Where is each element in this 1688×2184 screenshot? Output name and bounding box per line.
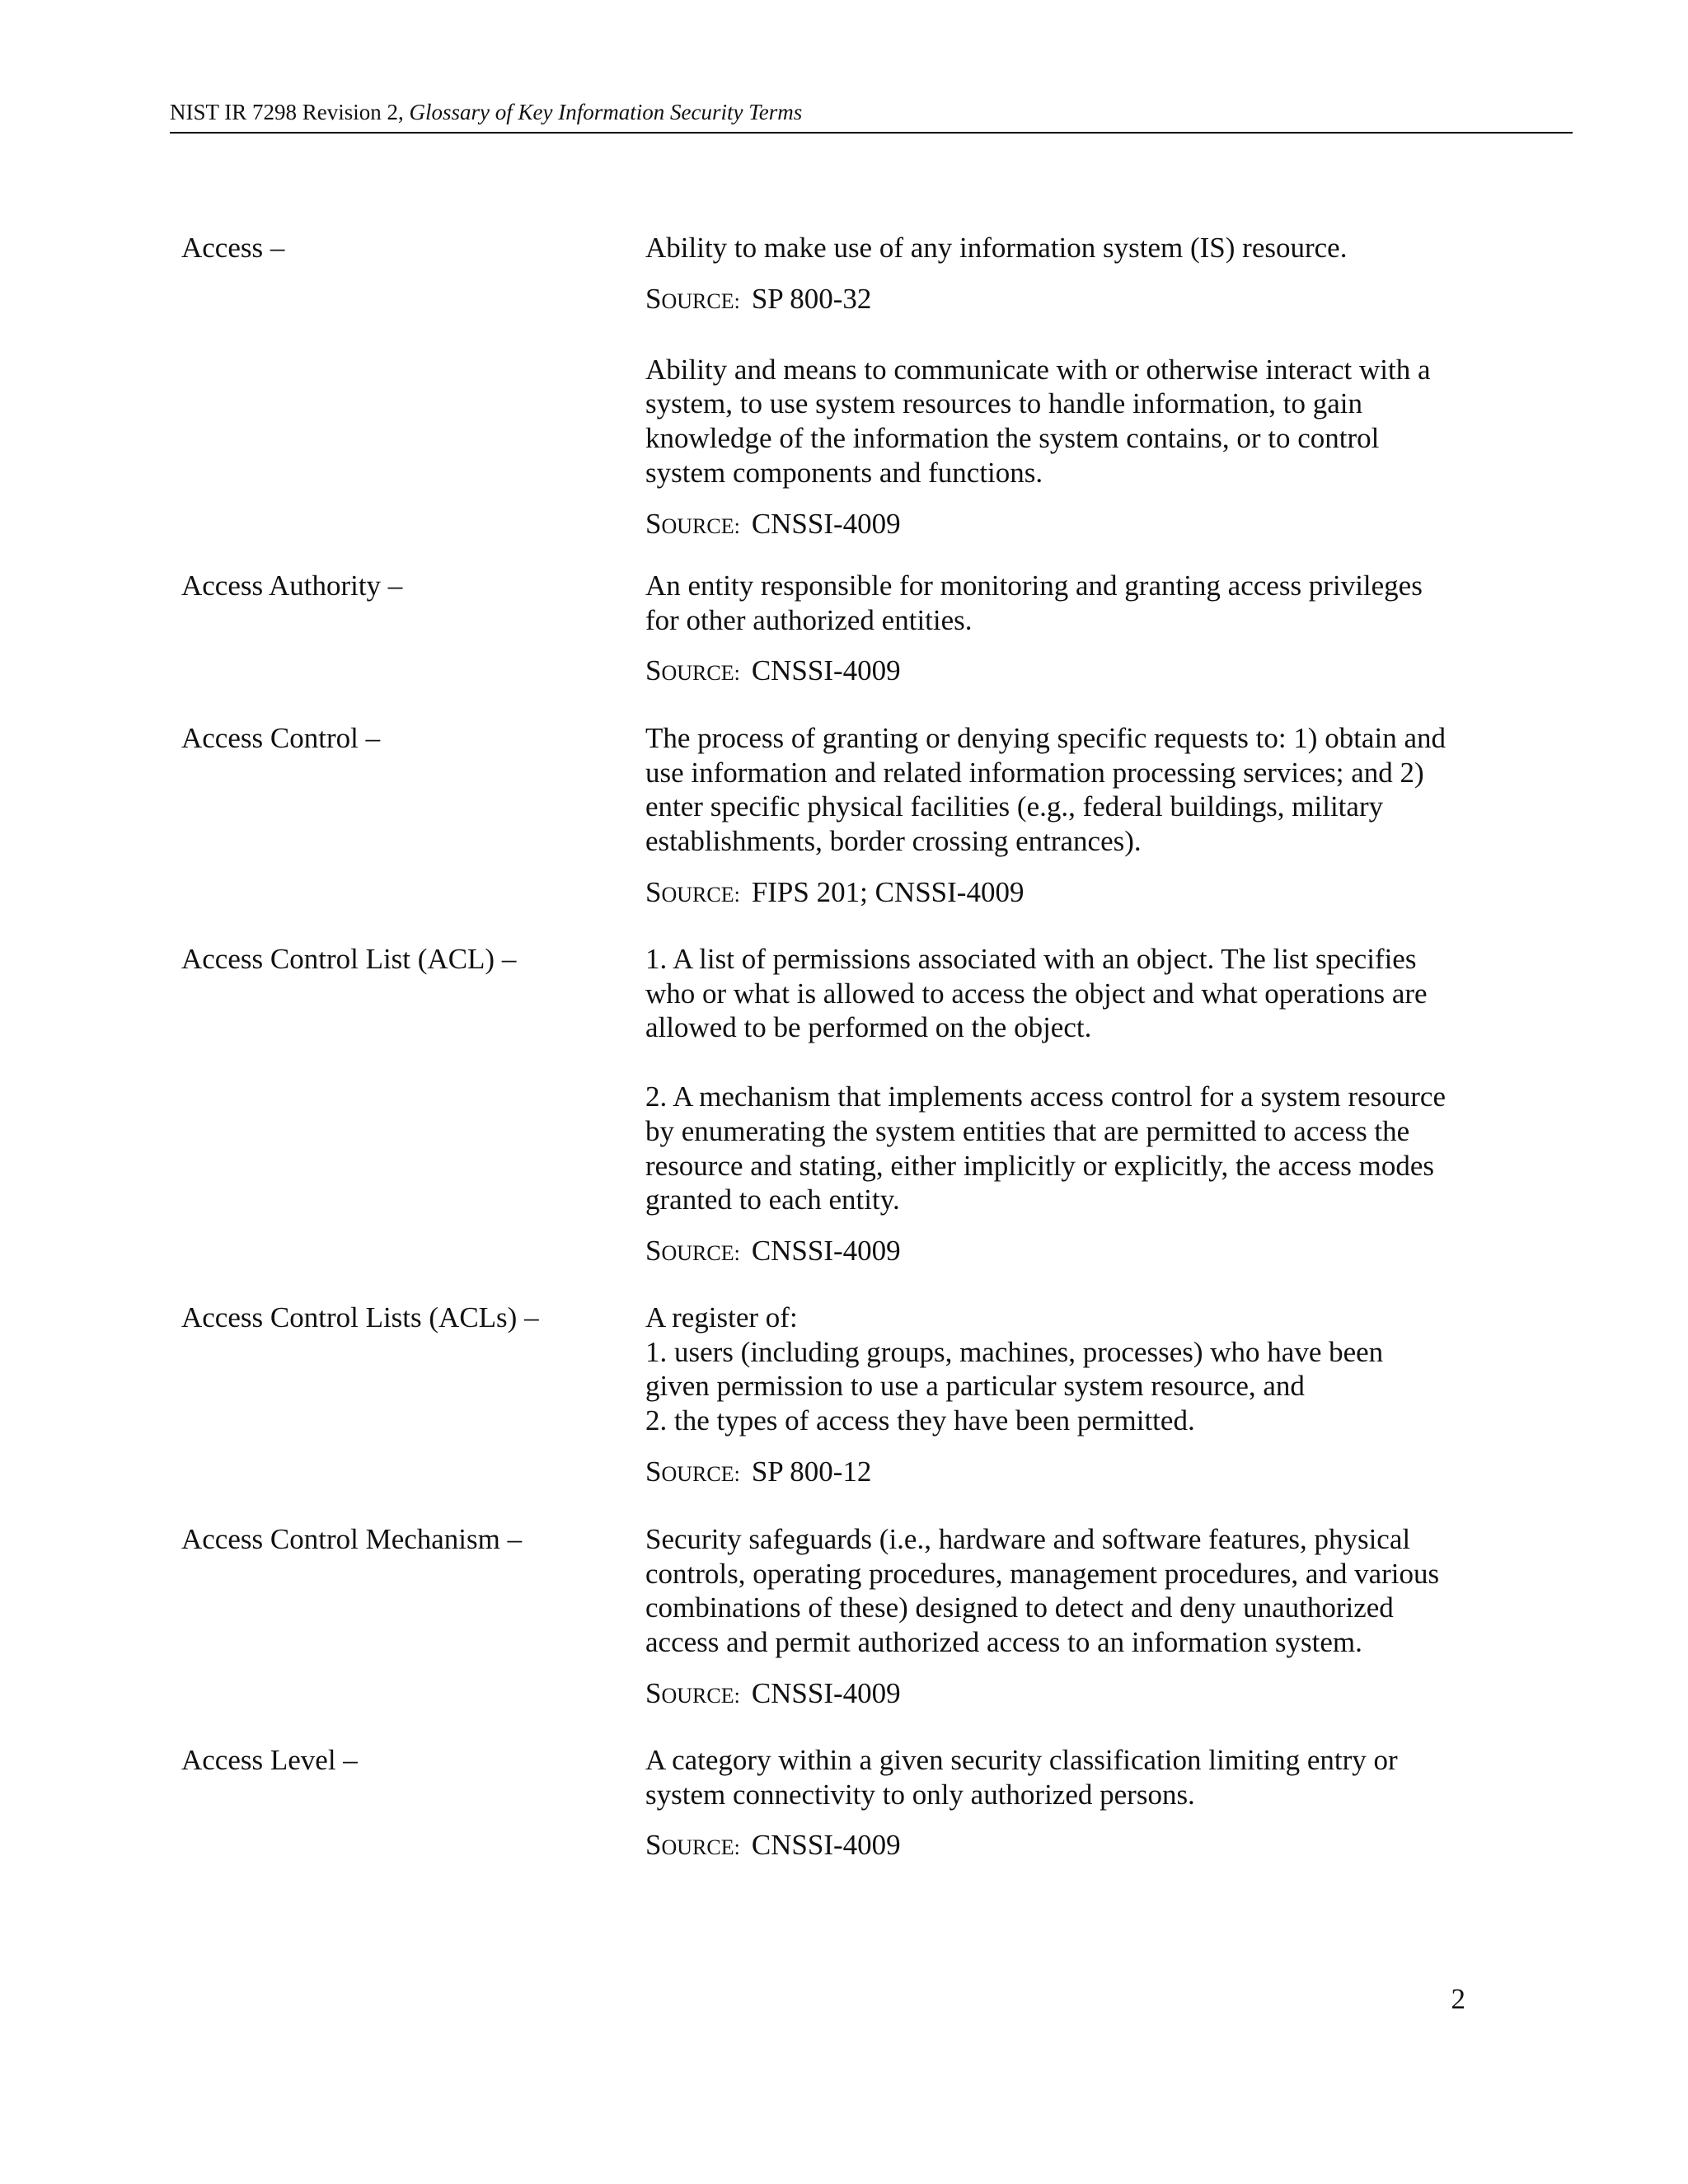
definition-column bbox=[645, 231, 1494, 543]
source-label-initial: S bbox=[645, 282, 662, 315]
definition-line: 2. A mechanism that implements access control for a system resource bbox=[645, 1080, 1446, 1113]
definition-line: Security safeguards (i.e., hardware and software features, physical bbox=[645, 1523, 1411, 1555]
definition-line: who or what is allowed to access the object and what operations are bbox=[645, 977, 1428, 1010]
definition-line: system connectivity to only authorized persons. bbox=[645, 1778, 1195, 1811]
definition bbox=[645, 353, 1494, 543]
definition-text bbox=[645, 721, 1494, 859]
definition-text bbox=[645, 1301, 1494, 1438]
source-label-initial: S bbox=[645, 507, 662, 540]
definition-text bbox=[645, 353, 1494, 490]
definition bbox=[645, 721, 1494, 912]
definition-line: by enumerating the system entities that are permitted to access the bbox=[645, 1114, 1410, 1147]
header-report-id: NIST IR 7298 Revision 2, bbox=[170, 100, 404, 124]
definition-line: Ability to make use of any information system (IS) resource. bbox=[645, 232, 1348, 264]
source-reference: CNSSI-4009 bbox=[751, 1829, 901, 1862]
definition-line: 1. A list of permissions associated with an object. The list specifies bbox=[645, 943, 1417, 975]
source-citation bbox=[645, 1676, 1494, 1713]
source-label-rest: OURCE: bbox=[661, 1683, 740, 1708]
definition-column bbox=[645, 721, 1494, 912]
definition-text bbox=[645, 231, 1494, 265]
glossary-term: Access Level – bbox=[181, 1744, 358, 1776]
source-reference: SP 800-32 bbox=[751, 282, 872, 315]
glossary-term: Access Authority – bbox=[181, 569, 403, 602]
source-label-initial: S bbox=[645, 654, 662, 687]
definition-line: controls, operating procedures, management procedures, and various bbox=[645, 1557, 1440, 1590]
definition-text bbox=[645, 1743, 1494, 1811]
definition-column bbox=[645, 1743, 1494, 1864]
source-reference: CNSSI-4009 bbox=[751, 1676, 901, 1709]
source-reference: CNSSI-4009 bbox=[751, 507, 901, 540]
definition-line: access and permit authorized access to an information system. bbox=[645, 1626, 1362, 1659]
definition-text bbox=[645, 942, 1494, 1045]
definition-line: A category within a given security classification limiting entry or bbox=[645, 1744, 1398, 1776]
source-citation bbox=[645, 875, 1494, 912]
definition-line: given permission to use a particular system resource, and bbox=[645, 1370, 1305, 1403]
definition bbox=[645, 231, 1494, 318]
definition bbox=[645, 1743, 1494, 1864]
definition-line: system, to use system resources to handle information, to gain bbox=[645, 387, 1362, 420]
source-citation bbox=[645, 1234, 1494, 1270]
source-label-rest: OURCE: bbox=[661, 1835, 740, 1860]
definition-line: 1. users (including groups, machines, processes) who have been bbox=[645, 1335, 1384, 1368]
page-number: 2 bbox=[1451, 1983, 1465, 2015]
definition-column bbox=[645, 1522, 1494, 1713]
glossary-term: Access Control – bbox=[181, 722, 381, 754]
definition-line: allowed to be performed on the object. bbox=[645, 1011, 1092, 1044]
source-label-initial: S bbox=[645, 1455, 662, 1488]
definition-column bbox=[645, 942, 1494, 1270]
source-label-initial: S bbox=[645, 875, 662, 908]
source-citation bbox=[645, 1455, 1494, 1491]
definition-line: resource and stating, either implicitly or explicitly, the access modes bbox=[645, 1149, 1435, 1182]
definition-column bbox=[645, 569, 1494, 690]
source-citation bbox=[645, 1828, 1494, 1864]
definition-text bbox=[645, 569, 1494, 637]
glossary-term: Access Control List (ACL) – bbox=[181, 943, 517, 975]
definition-line: for other authorized entities. bbox=[645, 603, 973, 636]
definition bbox=[645, 1301, 1494, 1491]
definition-text bbox=[645, 1522, 1494, 1660]
source-label-rest: OURCE: bbox=[661, 882, 740, 907]
glossary-term: Access – bbox=[181, 232, 285, 264]
definition bbox=[645, 569, 1494, 690]
source-reference: FIPS 201; CNSSI-4009 bbox=[751, 875, 1025, 908]
definition-line: use information and related information processing services; and 2) bbox=[645, 756, 1424, 789]
source-citation bbox=[645, 507, 1494, 543]
source-reference: SP 800-12 bbox=[751, 1455, 872, 1488]
source-label-initial: S bbox=[645, 1234, 662, 1267]
source-citation bbox=[645, 282, 1494, 318]
definition bbox=[645, 1080, 1494, 1270]
definition-line: Ability and means to communicate with or otherwise interact with a bbox=[645, 353, 1431, 386]
definition-line: enter specific physical facilities (e.g., federal buildings, military bbox=[645, 790, 1384, 823]
source-reference: CNSSI-4009 bbox=[751, 654, 901, 687]
running-header bbox=[170, 96, 1573, 134]
header-document-title: Glossary of Key Information Security Terms bbox=[409, 100, 803, 124]
source-reference: CNSSI-4009 bbox=[751, 1234, 901, 1267]
source-label-rest: OURCE: bbox=[661, 661, 740, 686]
definition-line: system components and functions. bbox=[645, 456, 1043, 489]
definition bbox=[645, 1522, 1494, 1713]
source-label-rest: OURCE: bbox=[661, 1461, 740, 1486]
glossary-term: Access Control Mechanism – bbox=[181, 1523, 523, 1555]
source-label-initial: S bbox=[645, 1676, 662, 1709]
definition-column bbox=[645, 1301, 1494, 1491]
definition-line: granted to each entity. bbox=[645, 1183, 900, 1216]
source-label-initial: S bbox=[645, 1829, 662, 1862]
definition bbox=[645, 942, 1494, 1045]
definition-line: An entity responsible for monitoring and granting access privileges bbox=[645, 569, 1423, 602]
source-citation bbox=[645, 654, 1494, 690]
source-label-rest: OURCE: bbox=[661, 1240, 740, 1265]
source-label-rest: OURCE: bbox=[661, 288, 740, 313]
definition-line: The process of granting or denying specific requests to: 1) obtain and bbox=[645, 722, 1446, 754]
definition-text bbox=[645, 1080, 1494, 1217]
definition-line: A register of: bbox=[645, 1301, 798, 1333]
definition-line: combinations of these) designed to detect and deny unauthorized bbox=[645, 1591, 1394, 1624]
definition-line: 2. the types of access they have been permitted. bbox=[645, 1404, 1195, 1437]
source-label-rest: OURCE: bbox=[661, 513, 740, 538]
definition-line: establishments, border crossing entrances). bbox=[645, 825, 1142, 858]
glossary-term: Access Control Lists (ACLs) – bbox=[181, 1301, 539, 1333]
definition-line: knowledge of the information the system contains, or to control bbox=[645, 422, 1380, 455]
